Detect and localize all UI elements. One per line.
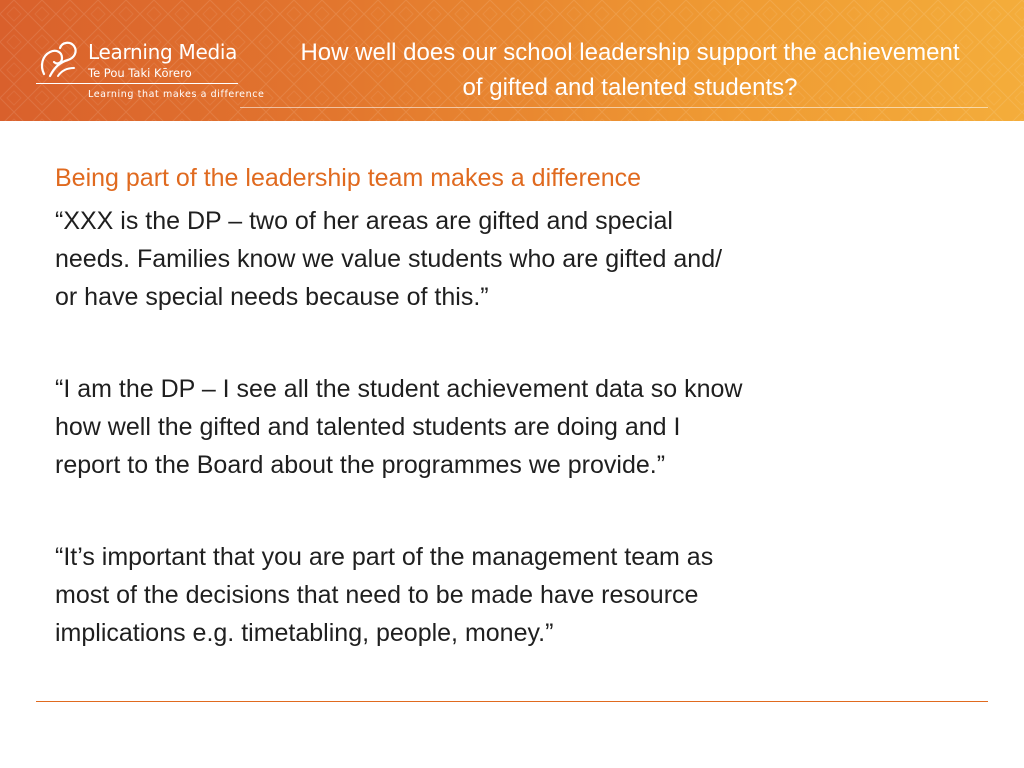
quote-3: “It’s important that you are part of the management team as most of the decisions that need to be made have resource implications e.g. timetabling, people, money.” [55, 543, 714, 647]
logo-subname: Te Pou Taki Kōrero [88, 66, 192, 80]
learning-media-logo [36, 38, 265, 108]
logo-name: Learning Media [88, 40, 238, 64]
slide-body [55, 160, 955, 706]
slide-title: How well does our school leadership support the achievement of gifted and talented students? [300, 39, 960, 101]
quote-2: “I am the DP – I see all the student achievement data so know how well the gifted and talented students are doing and I report to the Board about the programmes we provide.” [55, 375, 743, 479]
footer-divider [36, 701, 988, 702]
header-banner [0, 0, 1024, 121]
quote-1: “XXX is the DP – two of her areas are gifted and special needs. Families know we value students who are gifted and/ or have special needs because of this.” [55, 207, 723, 311]
title-divider [240, 107, 988, 108]
spiral-logo-icon [36, 38, 82, 80]
logo-divider [36, 83, 238, 84]
slide-subheading: Being part of the leadership team makes a difference [55, 164, 641, 192]
logo-tagline: Learning that makes a difference [88, 89, 265, 100]
